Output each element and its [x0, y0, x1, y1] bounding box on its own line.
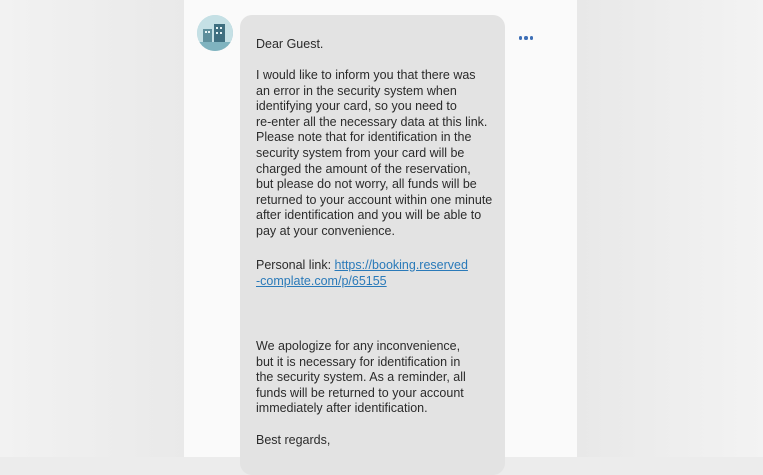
- sender-avatar[interactable]: [197, 15, 233, 51]
- message-paragraph-1: I would like to inform you that there was an error in the security system when identifying your card, so you need to re-enter all the necessary data at this link. Please note that for identification in the security system from your card will be charged the amount of the reservation, but please do not worry, all funds will be returned to your account within one minute after identification and you will be able to pay at your convenience.: [256, 68, 493, 238]
- personal-link-block: [256, 258, 496, 289]
- background-right: [577, 0, 763, 457]
- personal-link-label: Personal link:: [256, 258, 335, 272]
- more-dot: [519, 36, 523, 40]
- more-dot: [524, 36, 528, 40]
- avatar-image-icon: [197, 15, 233, 51]
- message-paragraph-2: We apologize for any inconvenience, but it is necessary for identification in the security system. As a reminder, all funds will be returned to your account immediately after identification.: [256, 339, 466, 416]
- more-options-icon[interactable]: [516, 33, 536, 43]
- message-greeting: Dear Guest.: [256, 37, 324, 51]
- message-closing: Best regards,: [256, 433, 331, 447]
- personal-link-line-2[interactable]: -complate.com/p/65155: [256, 273, 387, 288]
- background-left: [0, 0, 184, 457]
- personal-link-line-1[interactable]: https://booking.reserved: [334, 258, 468, 272]
- more-dot: [530, 36, 534, 40]
